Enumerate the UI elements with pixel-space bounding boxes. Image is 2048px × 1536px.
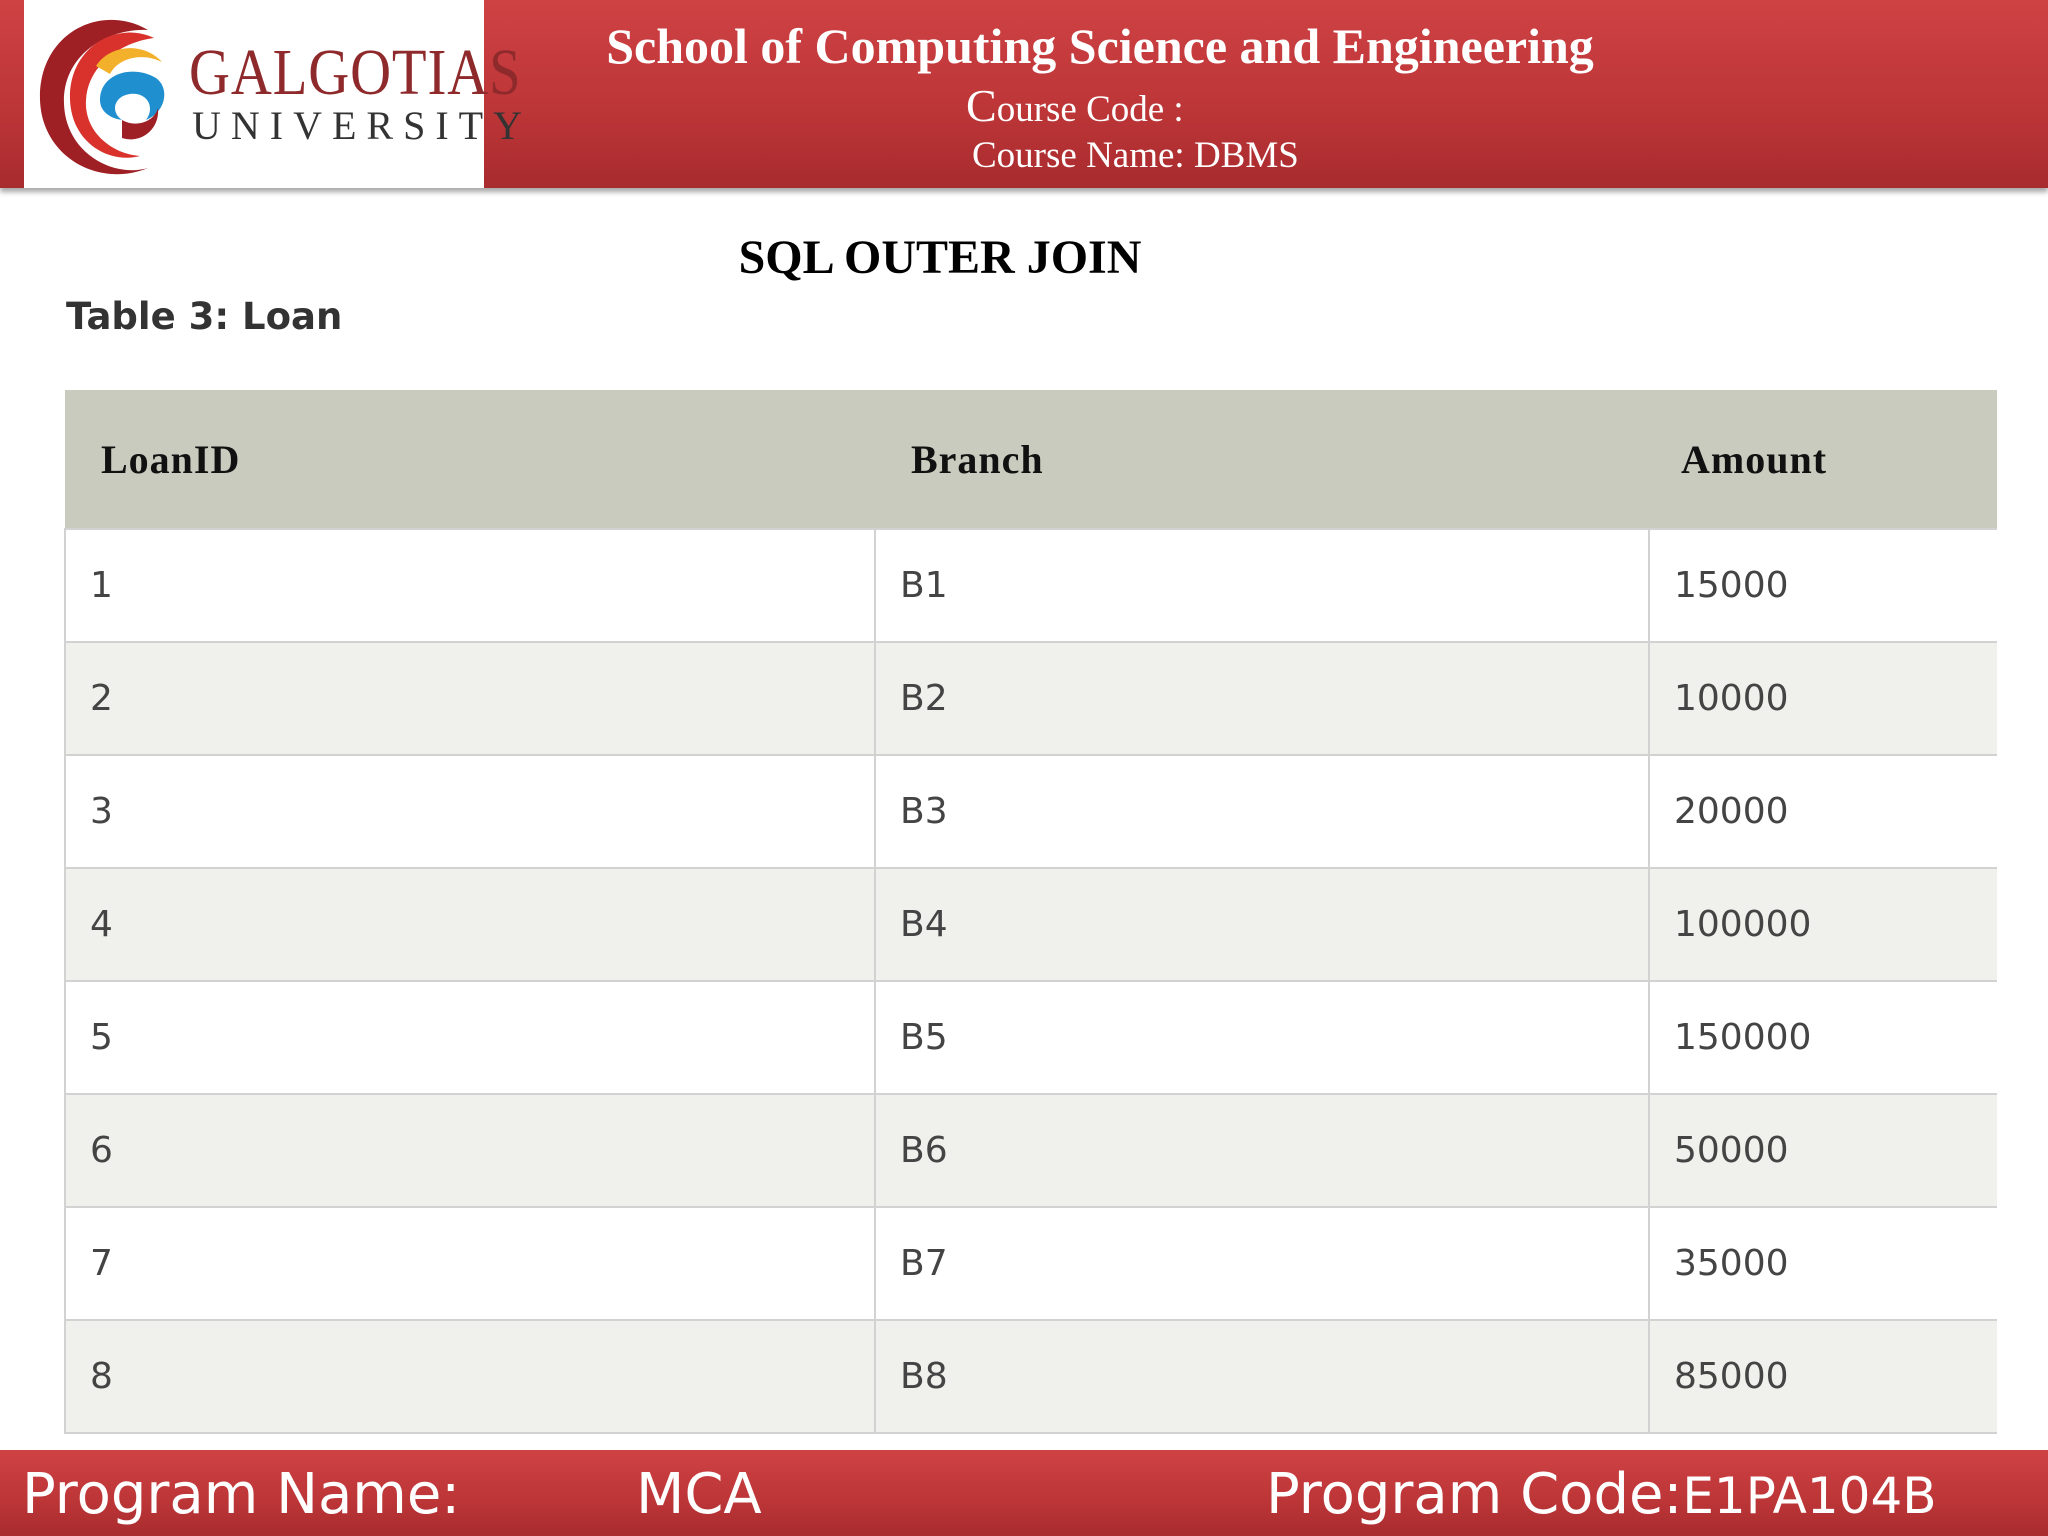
slide-title: SQL OUTER JOIN	[738, 231, 1142, 284]
logo-wordmark: GALGOTIAS	[189, 36, 522, 109]
cell-branch: B2	[875, 642, 1649, 755]
table-caption: Table 3: Loan	[66, 295, 343, 338]
table-header-row	[65, 390, 1997, 529]
cell-loanid: 1	[65, 529, 875, 642]
course-name: Course Name: DBMS	[972, 135, 1299, 176]
cell-loanid: 4	[65, 868, 875, 981]
loan-table	[64, 390, 1997, 1434]
course-code	[966, 80, 1184, 132]
column-header-amount: Amount	[1649, 390, 1997, 529]
program-code-value: E1PA104B	[1682, 1467, 1937, 1525]
cell-amount: 85000	[1649, 1320, 1997, 1433]
school-title: School of Computing Science and Engineering	[606, 18, 1594, 74]
table-row	[65, 868, 1997, 981]
program-name-value: MCA	[636, 1462, 762, 1527]
header-band	[0, 0, 2048, 188]
cell-loanid: 5	[65, 981, 875, 1094]
cell-amount: 150000	[1649, 981, 1997, 1094]
cell-amount: 20000	[1649, 755, 1997, 868]
cell-amount: 15000	[1649, 529, 1997, 642]
logo-subtitle: UNIVERSITY	[192, 103, 532, 148]
table-row	[65, 1320, 1997, 1433]
cell-branch: B7	[875, 1207, 1649, 1320]
cell-amount: 10000	[1649, 642, 1997, 755]
cell-amount: 100000	[1649, 868, 1997, 981]
table-row	[65, 1207, 1997, 1320]
cell-loanid: 8	[65, 1320, 875, 1433]
cell-loanid: 2	[65, 642, 875, 755]
cell-amount: 35000	[1649, 1207, 1997, 1320]
cell-amount: 50000	[1649, 1094, 1997, 1207]
cell-branch: B4	[875, 868, 1649, 981]
cell-branch: B5	[875, 981, 1649, 1094]
university-logo	[24, 0, 532, 188]
column-header-loanid: LoanID	[65, 390, 875, 529]
table-row	[65, 1094, 1997, 1207]
cell-branch: B6	[875, 1094, 1649, 1207]
table-row	[65, 642, 1997, 755]
program-code-label: Program Code:	[1266, 1462, 1683, 1527]
course-code-label: ourse Code :	[996, 89, 1184, 130]
table-row	[65, 755, 1997, 868]
galgotias-logo-icon	[30, 8, 180, 184]
footer-band	[0, 1450, 2048, 1536]
cell-branch: B8	[875, 1320, 1649, 1433]
table-row	[65, 529, 1997, 642]
cell-branch: B1	[875, 529, 1649, 642]
cell-loanid: 7	[65, 1207, 875, 1320]
column-header-branch: Branch	[875, 390, 1649, 529]
program-code	[1266, 1462, 1937, 1529]
course-code-initial: C	[966, 80, 997, 131]
cell-loanid: 3	[65, 755, 875, 868]
cell-loanid: 6	[65, 1094, 875, 1207]
cell-branch: B3	[875, 755, 1649, 868]
program-name-label: Program Name:	[22, 1462, 461, 1527]
table-row	[65, 981, 1997, 1094]
